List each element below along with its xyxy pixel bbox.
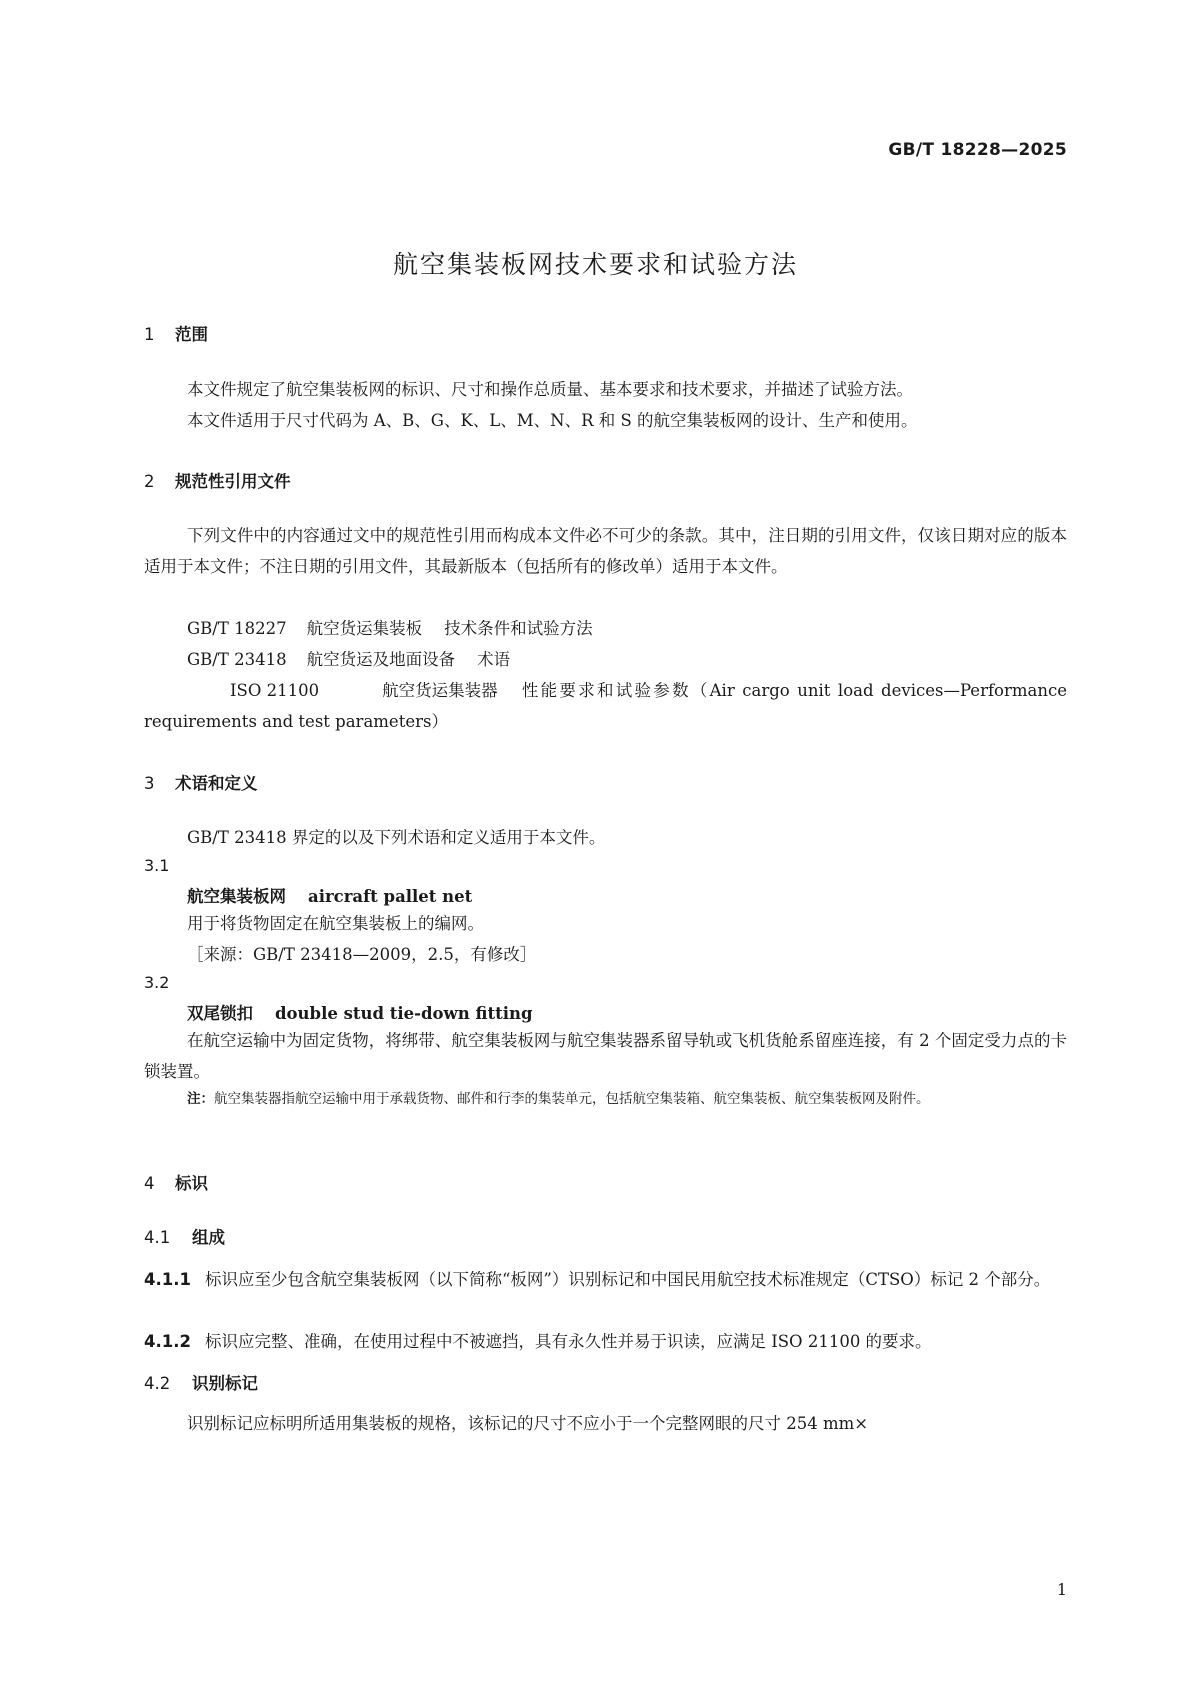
reference-item — [144, 675, 1067, 737]
standard-code: GB/T 18228—2025 — [888, 140, 1067, 160]
term-chinese: 双尾锁扣 — [187, 1004, 253, 1023]
section-number: 3 — [144, 774, 155, 793]
subsection-title: 识别标记 — [192, 1374, 258, 1393]
term-definition: 用于将货物固定在航空集装板上的编网。 — [187, 914, 484, 933]
reference-subtitle: 术语 — [477, 650, 511, 669]
section-title: 规范性引用文件 — [175, 472, 291, 491]
section-number: 2 — [144, 472, 155, 491]
subsection-number: 4.1 — [144, 1228, 171, 1247]
identification-mark-paragraph: 识别标记应标明所适用集装板的规格，该标记的尺寸不应小于一个完整网眼的尺寸 254 mm× — [187, 1414, 869, 1433]
term-english: aircraft pallet net — [308, 887, 473, 906]
reference-item — [144, 613, 1067, 644]
scope-paragraph-1: 本文件规定了航空集装板网的标识、尺寸和操作总质量、基本要求和技术要求，并描述了试验方法。 — [187, 380, 913, 399]
reference-code: ISO 21100 — [230, 681, 320, 700]
clause-text: 标识应完整、准确，在使用过程中不被遮挡，具有永久性并易于识读，应满足 ISO 21100 的要求。 — [204, 1332, 932, 1351]
term-heading — [187, 883, 472, 907]
section-title: 标识 — [175, 1174, 208, 1193]
clause-4-1-2 — [144, 1326, 1067, 1357]
clause-number: 4.1.2 — [144, 1332, 191, 1351]
normative-references-paragraph: 下列文件中的内容通过文中的规范性引用而构成本文件必不可少的条款。其中，注日期的引用文件，仅该日期对应的版本适用于本文件；不注日期的引用文件，其最新版本（包括所有的修改单）适用于本文件。 — [144, 526, 1067, 576]
section-3-heading — [144, 770, 258, 794]
terms-intro: GB/T 23418 界定的以及下列术语和定义适用于本文件。 — [187, 828, 606, 847]
note-text: 航空集装器指航空运输中用于承载货物、邮件和行李的集装单元，包括航空集装箱、航空集装板、航空集装板网及附件。 — [214, 1091, 930, 1107]
scope-paragraph-2: 本文件适用于尺寸代码为 A、B、G、K、L、M、N、R 和 S 的航空集装板网的设计、生产和使用。 — [187, 411, 918, 430]
term-definition: 在航空运输中为固定货物，将绑带、航空集装板网与航空集装器系留导轨或飞机货舱系留座连接，有 2 个固定受力点的卡锁装置。 — [144, 1031, 1067, 1081]
reference-item — [144, 644, 1067, 675]
reference-code: GB/T 18227 — [187, 619, 287, 638]
term-number: 3.1 — [144, 856, 170, 875]
term-source: ［来源：GB/T 23418—2009，2.5，有修改］ — [187, 945, 537, 964]
term-english: double stud tie-down fitting — [275, 1004, 533, 1023]
section-4-heading — [144, 1170, 208, 1194]
subsection-4-2-heading — [144, 1370, 258, 1394]
clause-number: 4.1.1 — [144, 1270, 191, 1289]
subsection-4-1-heading — [144, 1224, 225, 1248]
section-number: 1 — [144, 325, 155, 344]
term-chinese: 航空集装板网 — [187, 887, 286, 906]
section-number: 4 — [144, 1174, 155, 1193]
clause-text: 标识应至少包含航空集装板网（以下简称“板网”）识别标记和中国民用航空技术标准规定（CTSO）标记 2 个部分。 — [204, 1270, 1051, 1289]
reference-title: 航空货运及地面设备 — [306, 650, 456, 669]
reference-code: GB/T 23418 — [187, 650, 287, 669]
document-title: 航空集装板网技术要求和试验方法 — [392, 250, 798, 279]
section-2-heading — [144, 468, 291, 492]
subsection-number: 4.2 — [144, 1374, 171, 1393]
reference-subtitle: 技术条件和试验方法 — [444, 619, 593, 638]
section-title: 范围 — [175, 325, 208, 344]
section-1-heading — [144, 321, 208, 345]
term-number: 3.2 — [144, 973, 170, 992]
reference-title: 航空货运集装板 — [306, 619, 423, 638]
page-number: 1 — [1056, 1580, 1067, 1599]
subsection-title: 组成 — [192, 1228, 225, 1247]
section-title: 术语和定义 — [175, 774, 258, 793]
reference-subtitle: 性能要求和试验参数（Air cargo unit load devices—Performance requirements and test parameters） — [144, 681, 1067, 731]
term-note — [187, 1085, 1067, 1113]
reference-title: 航空货运集装器 — [382, 681, 498, 700]
clause-4-1-1 — [144, 1264, 1067, 1295]
term-heading — [187, 1000, 533, 1024]
note-label: 注： — [187, 1091, 214, 1107]
